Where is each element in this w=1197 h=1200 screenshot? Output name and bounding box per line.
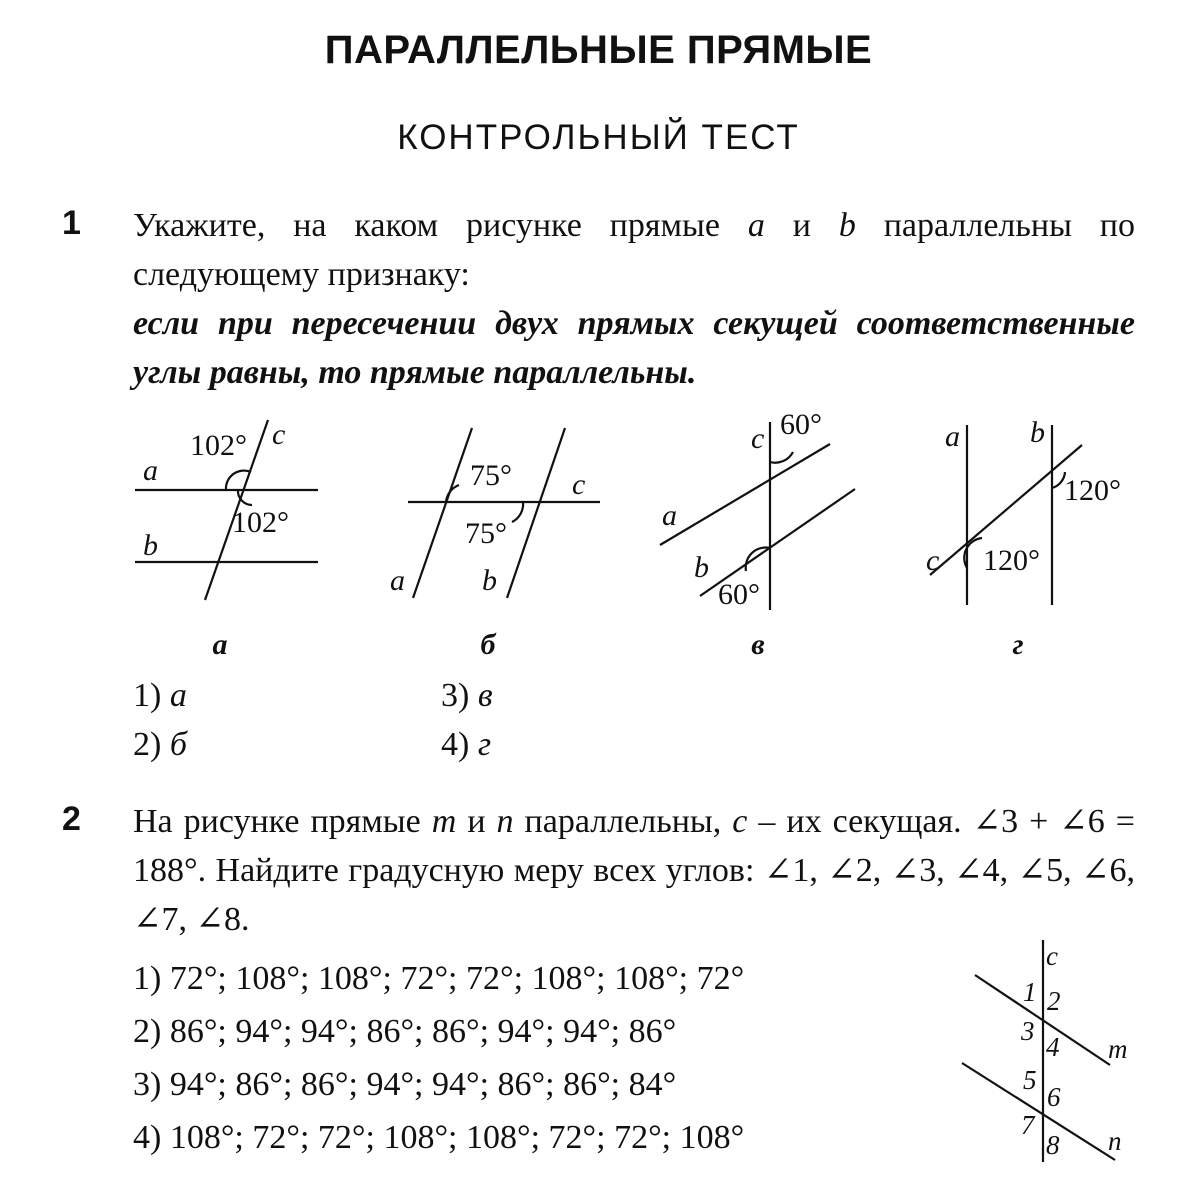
q1-option-3-num: 3) (441, 677, 470, 714)
q2-angle-6-label: 6 (1047, 1082, 1061, 1112)
fig-a-a-label: a (143, 454, 158, 487)
q1-option-1[interactable] (133, 677, 187, 715)
q1-option-1-val: а (169, 677, 187, 714)
fig-g-angle2-label: 120° (983, 544, 1040, 577)
figure-g-caption: г (1012, 628, 1024, 661)
q1-option-2-val: б (169, 726, 187, 763)
q1-option-3[interactable] (441, 677, 493, 715)
question-1-number: 1 (62, 204, 81, 242)
q2-text-2: и (456, 803, 497, 840)
q1-var-a: a (747, 207, 765, 244)
q2-angle-5-label: 5 (1023, 1065, 1037, 1095)
fig-b-angle1-label: 75° (470, 459, 512, 492)
q1-rule: если при пересечении двух прямых секущей соответственные углы равны, то прямые параллельны. (133, 305, 1135, 391)
fig-b-line-b (507, 428, 565, 598)
figure-b (408, 428, 600, 598)
q2-fig-m-label: m (1108, 1034, 1128, 1064)
fig-a-angle2-label: 102° (232, 506, 289, 539)
page-subtitle: КОНТРОЛЬНЫЙ ТЕСТ (397, 118, 800, 157)
fig-b-c-label: c (572, 468, 586, 501)
q1-text-part2: параллельны по следующему признаку: (133, 207, 1135, 293)
q2-angle-1-label: 1 (1023, 977, 1037, 1007)
q2-angle-7-label: 7 (1021, 1110, 1035, 1140)
q1-var-b: b (838, 207, 856, 244)
fig-b-arc2 (512, 502, 523, 522)
q2-line-n (962, 1063, 1115, 1160)
page-title: ПАРАЛЛЕЛЬНЫЕ ПРЯМЫЕ (324, 28, 873, 72)
q2-angle-4-label: 4 (1046, 1032, 1060, 1062)
fig-v-c-label: c (751, 422, 765, 455)
fig-g-a-label: a (945, 420, 960, 453)
question-2-text (133, 797, 1135, 944)
q1-and: и (764, 207, 839, 244)
q2-option-4[interactable]: 4) 108°; 72°; 72°; 108°; 108°; 72°; 72°; 108° (133, 1119, 745, 1156)
question-1-text (133, 201, 1135, 397)
q2-option-2[interactable]: 2) 86°; 94°; 94°; 86°; 86°; 94°; 94°; 86° (133, 1013, 677, 1050)
figure-v-caption: в (751, 628, 765, 661)
q2-option-1[interactable]: 1) 72°; 108°; 108°; 72°; 72°; 108°; 108°; 72° (133, 960, 745, 997)
fig-b-line-a (413, 428, 472, 598)
q2-var-c: c (732, 803, 748, 840)
fig-a-c-label: c (272, 418, 286, 451)
q2-var-n: n (496, 803, 514, 840)
q1-option-3-val: в (477, 677, 493, 714)
fig-v-arc1 (770, 452, 793, 463)
fig-g-angle1-label: 120° (1064, 474, 1121, 507)
q1-text-part1: Укажите, на каком рисунке прямые (133, 207, 748, 244)
q1-option-4-val: г (477, 726, 492, 763)
fig-b-b-label: b (482, 564, 497, 597)
q2-text-3: параллельны, (513, 803, 733, 840)
figure-b-caption: б (480, 628, 496, 661)
q2-fig-c-label: c (1046, 941, 1058, 971)
fig-v-a-label: a (662, 499, 677, 532)
q2-option-3[interactable]: 3) 94°; 86°; 86°; 94°; 94°; 86°; 86°; 84° (133, 1066, 677, 1103)
q2-fig-n-label: n (1108, 1126, 1122, 1156)
question-2-number: 2 (62, 800, 81, 838)
q2-angle-3-label: 3 (1021, 1016, 1035, 1046)
fig-b-a-label: a (390, 564, 405, 597)
fig-v-b-label: b (694, 551, 709, 584)
q2-angle-8-label: 8 (1046, 1130, 1060, 1160)
fig-b-angle2-label: 75° (465, 517, 507, 550)
fig-v-line-a (660, 444, 830, 545)
q2-angle-2-label: 2 (1047, 986, 1061, 1016)
q1-option-2[interactable] (133, 726, 187, 764)
fig-g-b-label: b (1030, 416, 1045, 449)
fig-a-angle1-label: 102° (190, 429, 247, 462)
q1-option-4[interactable] (441, 726, 491, 764)
fig-v-angle2-label: 60° (718, 578, 760, 611)
figure-a-caption: а (212, 628, 228, 661)
q2-text-4: – их секущая. ∠3 + ∠6 = 188°. Найдите градусную меру всех углов: ∠1, ∠2, ∠3, ∠4, ∠5, ∠6, ∠7, ∠8. (133, 803, 1135, 938)
fig-v-angle1-label: 60° (780, 408, 822, 441)
q1-option-4-num: 4) (441, 726, 470, 763)
fig-g-c-label: c (926, 544, 940, 577)
q1-option-2-num: 2) (133, 726, 162, 763)
q1-figures (0, 400, 1197, 630)
q2-text-1: На рисунке прямые (133, 803, 432, 840)
q2-figure (940, 935, 1140, 1170)
fig-a-b-label: b (143, 529, 158, 562)
q1-option-1-num: 1) (133, 677, 162, 714)
q2-var-m: m (431, 803, 457, 840)
